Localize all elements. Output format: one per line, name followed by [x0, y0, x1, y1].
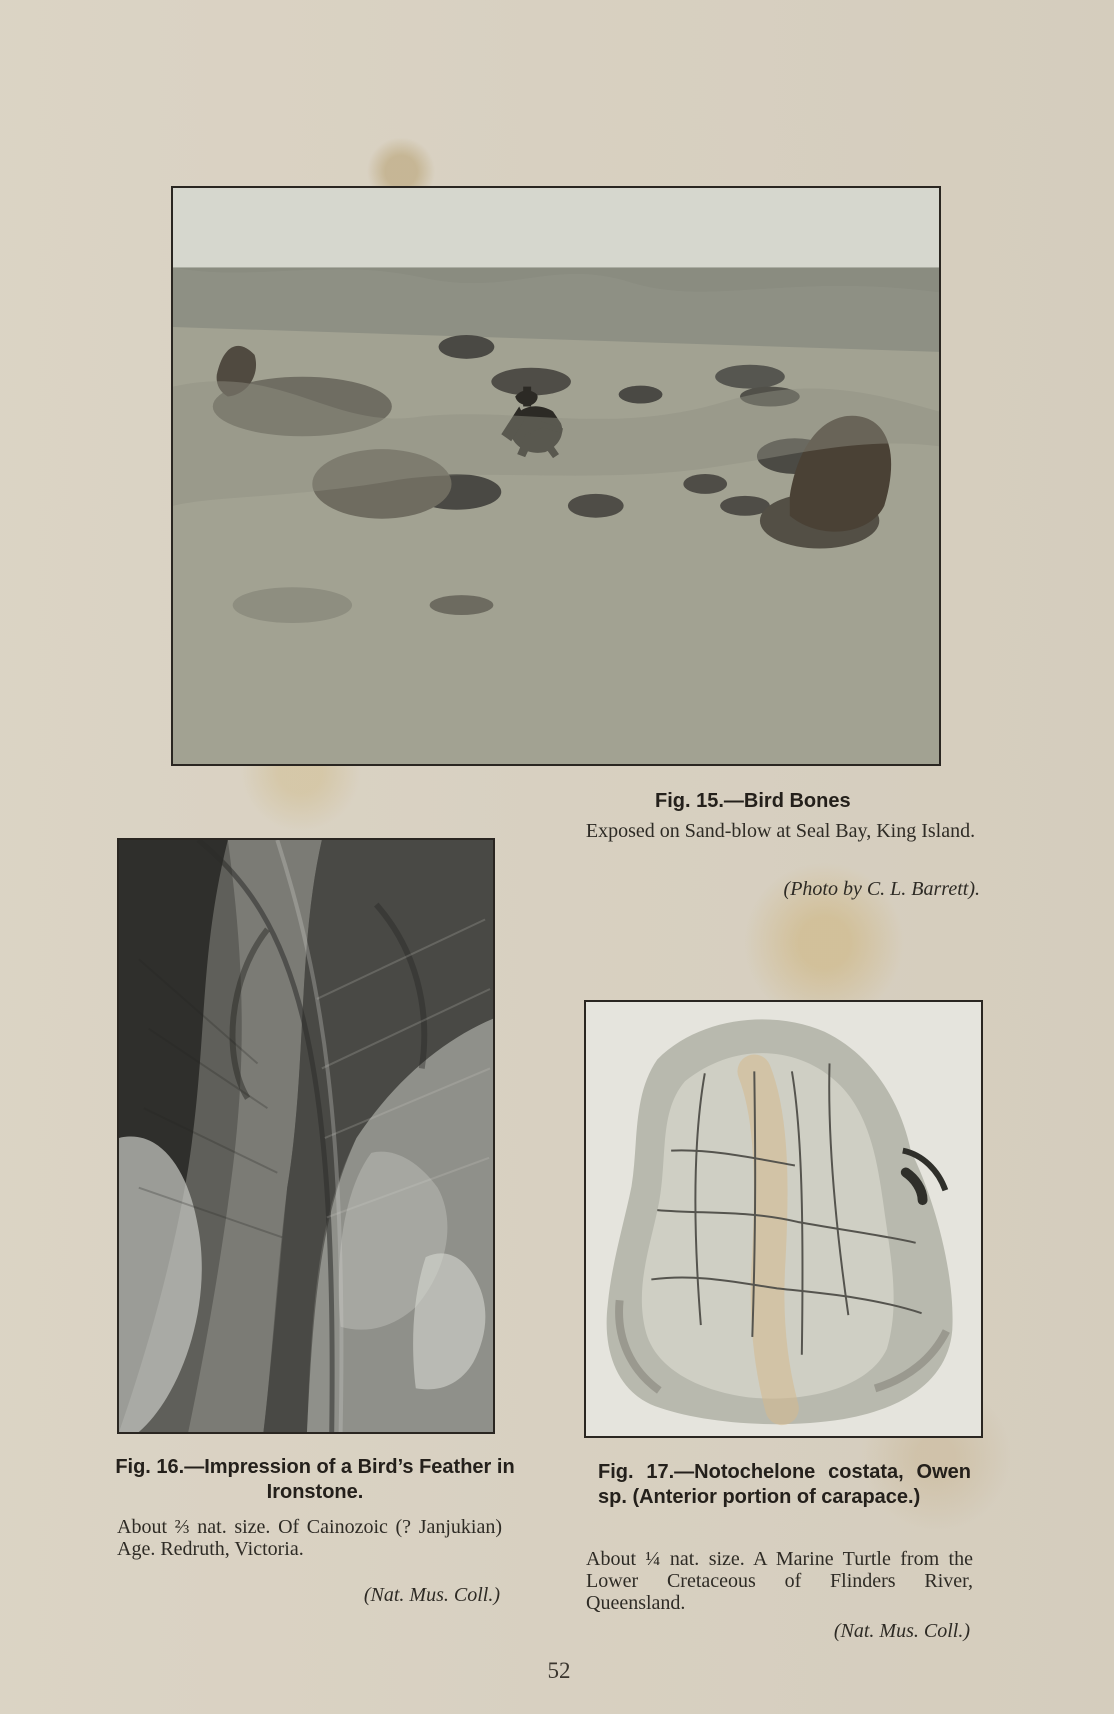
page-number: 52 — [547, 1658, 571, 1683]
feather-impression-photo — [117, 838, 495, 1434]
fig15-description: Exposed on Sand-blow at Seal Bay, King Island. — [585, 820, 976, 842]
fig17-title: Fig. 17.—Notochelone costata, Owen sp. (Anterior portion of carapace.) — [598, 1461, 971, 1508]
fig17-credit: (Nat. Mus. Coll.) — [833, 1620, 970, 1642]
bird-bones-photo-scene — [173, 188, 939, 764]
fig15-credit: (Photo by C. L. Barrett). — [783, 878, 980, 900]
feather-impression-photo-texture — [119, 840, 493, 1432]
fig16-title: Fig. 16.—Impression of a Bird’s Feather in Ironstone. — [115, 1456, 515, 1503]
fig15-title: Fig. 15.—Bird Bones — [655, 790, 851, 812]
fig16-description: About ⅔ nat. size. Of Cainozoic (? Janjukian) Age. Redruth, Victoria. — [117, 1516, 502, 1560]
turtle-fossil-photo — [584, 1000, 983, 1438]
bird-bones-photo — [171, 186, 941, 766]
fig16-credit: (Nat. Mus. Coll.) — [363, 1584, 500, 1606]
turtle-fossil-photo-scene — [586, 1002, 981, 1436]
fig17-description: About ¼ nat. size. A Marine Turtle from the Lower Cretaceous of Flinders River, Queensland. — [586, 1548, 973, 1614]
